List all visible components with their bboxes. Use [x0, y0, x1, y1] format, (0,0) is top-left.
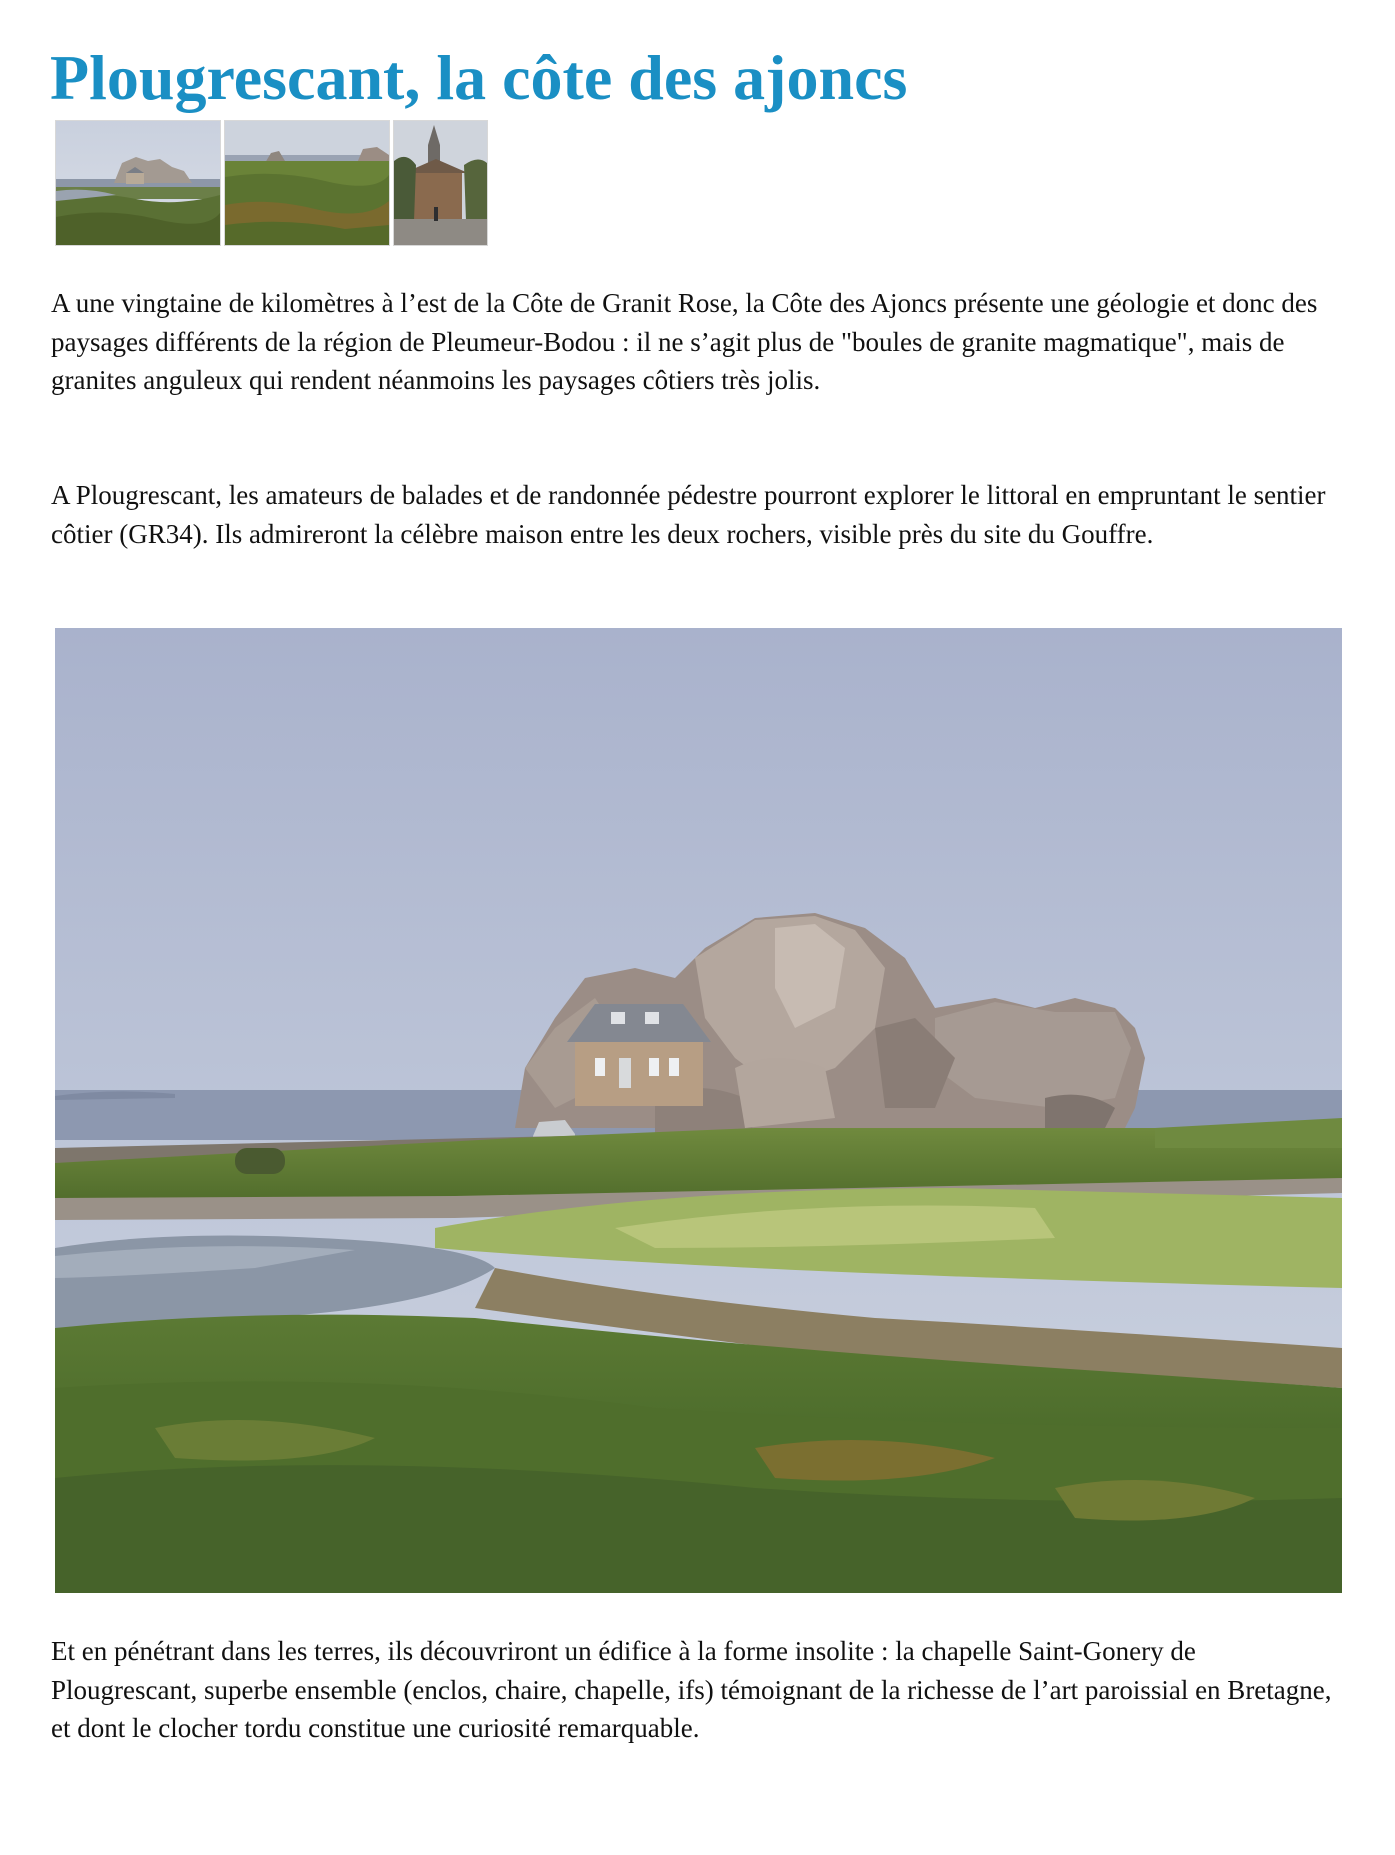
- stone-house: [567, 1004, 711, 1106]
- paragraph-chapelle: Et en pénétrant dans les terres, ils découvriront un édifice à la forme insolite : la chapelle Saint-Gonery de Plougrescant, superbe ensemble (enclos, chaire, chapelle, ifs) témoignant de la richesse de l’art paroissial en Bretagne, et dont le clocher tordu constitue une curiosité remarquable.: [51, 1636, 1332, 1743]
- page-title: Plougrescant, la côte des ajoncs: [50, 42, 908, 113]
- paragraph-balades: A Plougrescant, les amateurs de balades et de randonnée pédestre pourront explorer le littoral en empruntant le sentier côtier (GR34). Ils admireront la célèbre maison entre les deux rochers, visible près du site du Gouffre.: [51, 480, 1326, 549]
- thumbnail-strip: [55, 120, 488, 246]
- thumb-lande-cotiere[interactable]: [224, 120, 390, 246]
- paragraph-intro: A une vingtaine de kilomètres à l’est de la Côte de Granit Rose, la Côte des Ajoncs présente une géologie et donc des paysages différents de la région de Pleumeur-Bodou : il ne s’agit plus de "boules de granite magmatique", mais de granites anguleux qui rendent néanmoins les paysages côtiers très jolis.: [51, 288, 1318, 395]
- main-photo-maison-entre-rochers: [55, 628, 1342, 1593]
- thumb-maison-entre-rochers[interactable]: [55, 120, 221, 246]
- thumb-chapelle-saint-gonery[interactable]: [393, 120, 488, 246]
